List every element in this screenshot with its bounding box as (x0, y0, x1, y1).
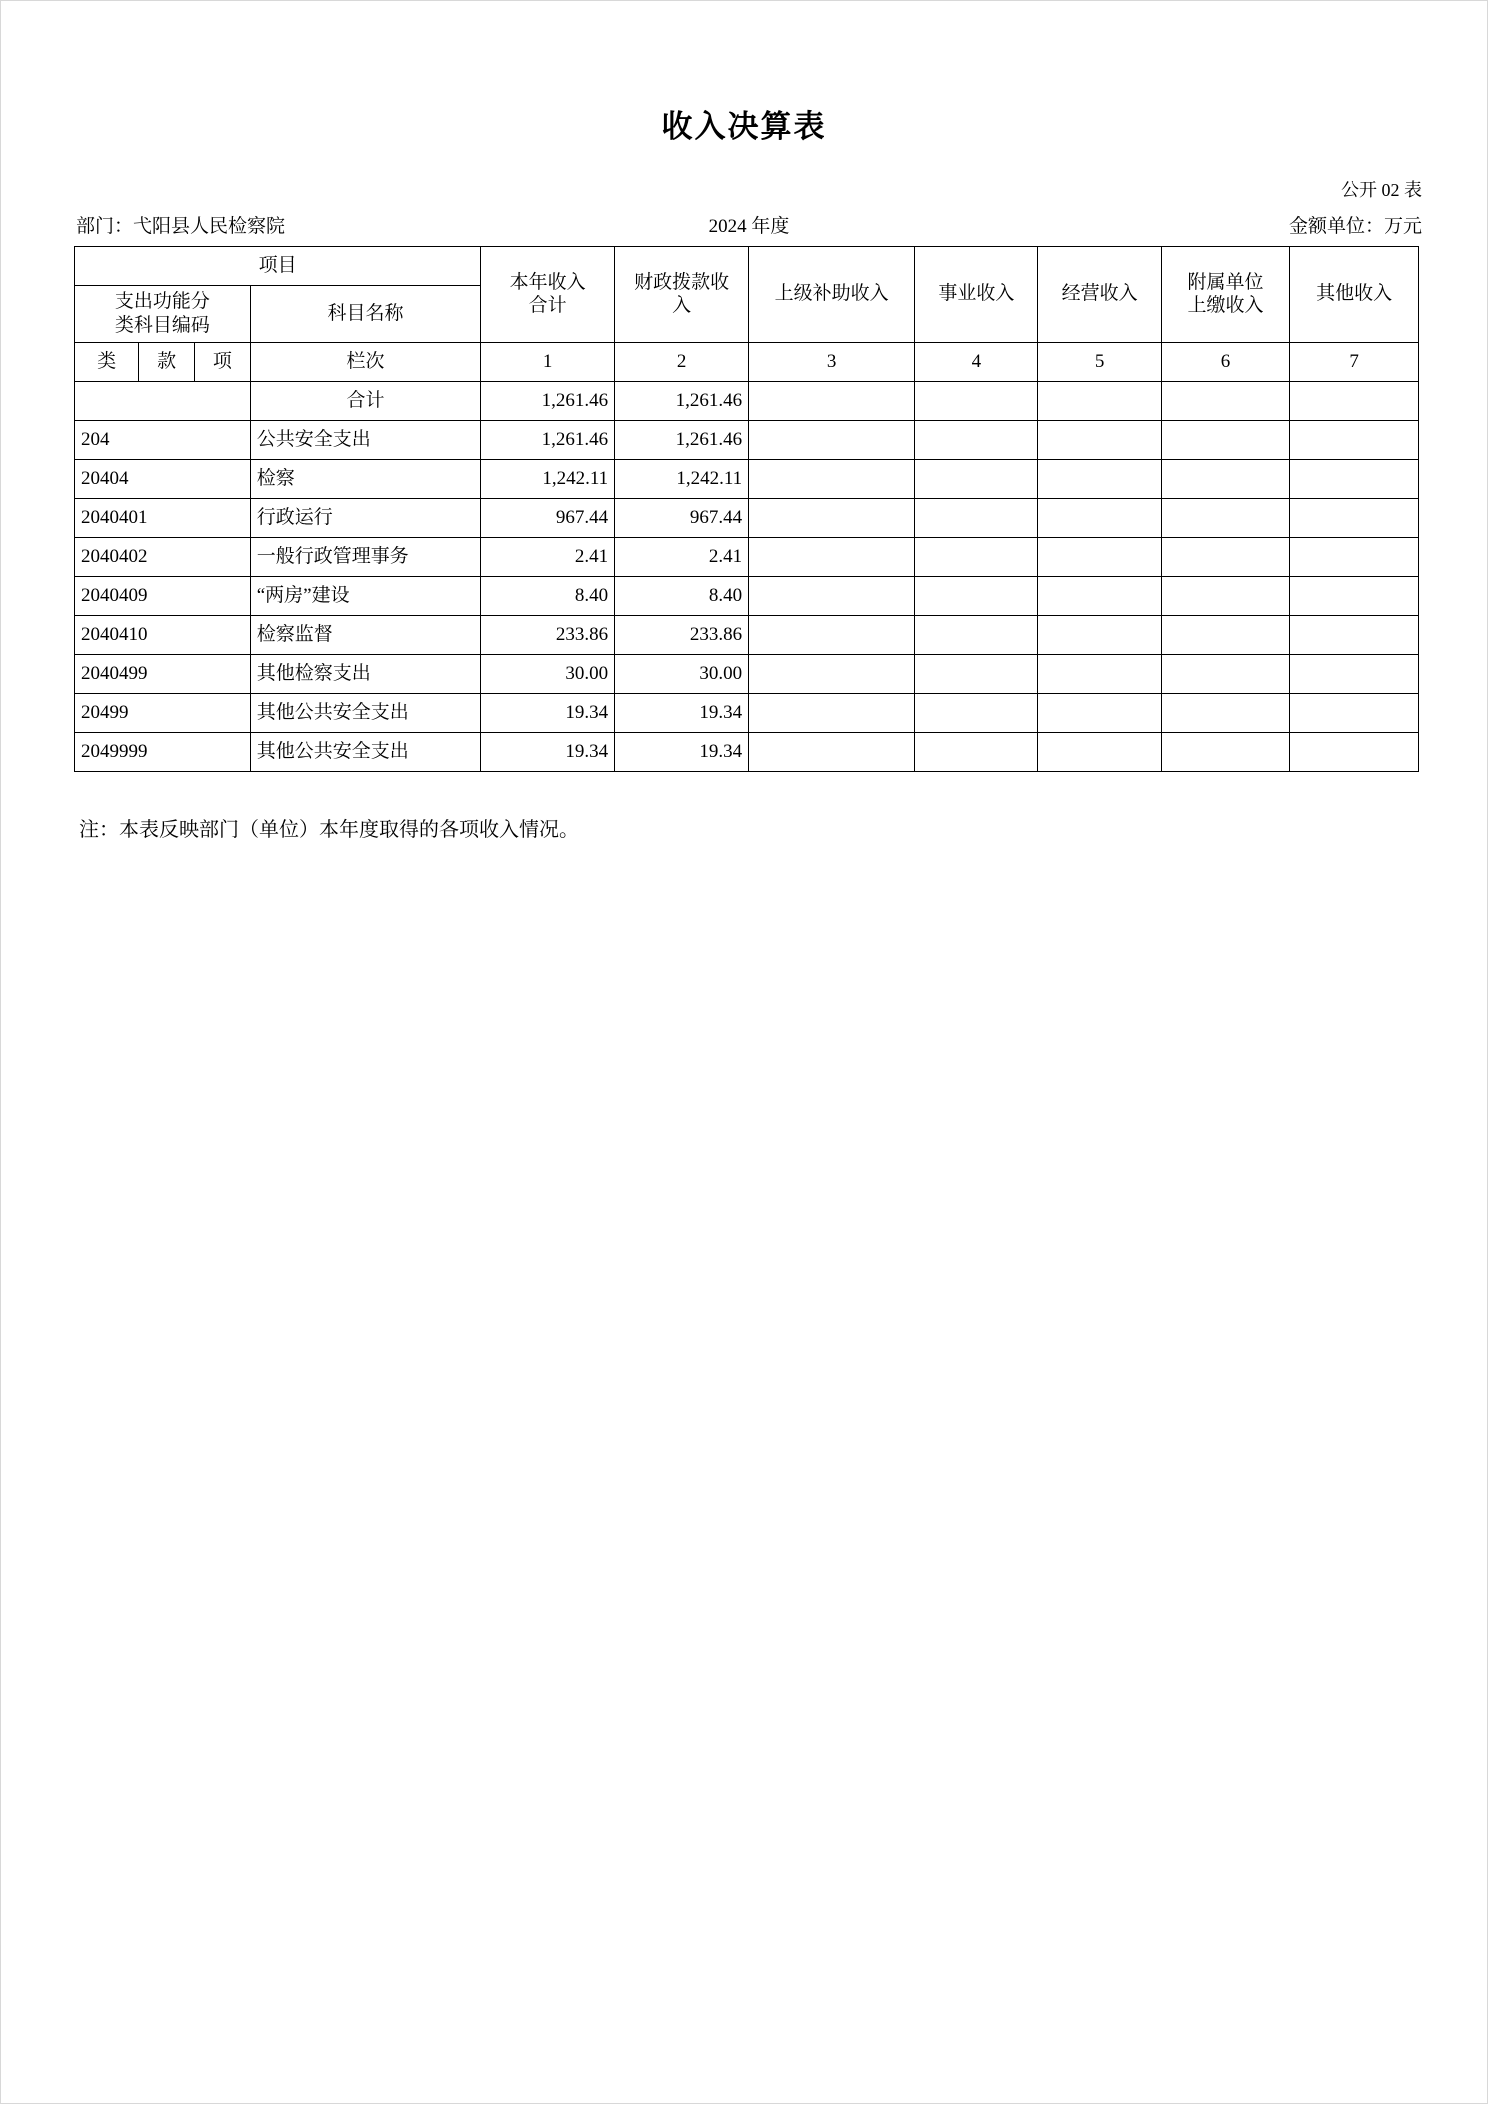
row-value-3 (749, 615, 915, 654)
total-code-cell (75, 381, 251, 420)
income-final-accounts-table (74, 246, 1419, 772)
header-col-7: 其他收入 (1290, 247, 1419, 343)
row-value-3 (749, 498, 915, 537)
table-row (75, 693, 1419, 732)
header-index-1: 1 (481, 342, 615, 381)
row-value-6 (1161, 420, 1290, 459)
row-value-2: 19.34 (615, 732, 749, 771)
total-value-3 (749, 381, 915, 420)
row-value-5 (1038, 537, 1161, 576)
row-value-4 (915, 459, 1038, 498)
header-level-section: 款 (139, 342, 195, 381)
header-function-code-line2: 类科目编码 (114, 314, 210, 336)
row-value-5 (1038, 693, 1161, 732)
table-row (75, 732, 1419, 771)
row-value-1: 233.86 (481, 615, 615, 654)
row-value-3 (749, 732, 915, 771)
row-value-6 (1161, 498, 1290, 537)
row-value-4 (915, 537, 1038, 576)
row-value-1: 8.40 (481, 576, 615, 615)
row-code: 2040401 (75, 498, 251, 537)
row-name: 检察 (250, 459, 480, 498)
table-header-row-3 (75, 342, 1419, 381)
row-code: 20404 (75, 459, 251, 498)
header-col-2 (615, 247, 749, 343)
row-value-4 (915, 420, 1038, 459)
row-value-7 (1290, 576, 1419, 615)
department-label: 部门：弋阳县人民检察院 (76, 216, 286, 237)
meta-row (76, 211, 1422, 235)
row-code: 20499 (75, 693, 251, 732)
row-value-5 (1038, 459, 1161, 498)
total-value-4 (915, 381, 1038, 420)
row-value-6 (1161, 615, 1290, 654)
page-title: 收入决算表 (661, 109, 827, 144)
row-value-7 (1290, 732, 1419, 771)
header-col-4: 事业收入 (915, 247, 1038, 343)
table-row-total (75, 381, 1419, 420)
header-col-1 (481, 247, 615, 343)
header-col-2-line1: 财政拨款收 (634, 271, 730, 293)
row-value-2: 2.41 (615, 537, 749, 576)
row-value-3 (749, 420, 915, 459)
table-row (75, 537, 1419, 576)
row-name: 行政运行 (250, 498, 480, 537)
row-value-3 (749, 537, 915, 576)
row-value-1: 967.44 (481, 498, 615, 537)
row-value-2: 233.86 (615, 615, 749, 654)
table-row (75, 420, 1419, 459)
row-value-7 (1290, 615, 1419, 654)
row-code: 2040402 (75, 537, 251, 576)
row-code: 2040409 (75, 576, 251, 615)
row-value-6 (1161, 459, 1290, 498)
header-subject-name: 科目名称 (250, 286, 480, 343)
row-value-1: 19.34 (481, 732, 615, 771)
total-value-1: 1,261.46 (481, 381, 615, 420)
row-value-5 (1038, 576, 1161, 615)
header-col-3: 上级补助收入 (749, 247, 915, 343)
row-value-3 (749, 459, 915, 498)
header-col-6-line2: 上缴收入 (1187, 295, 1264, 317)
row-value-7 (1290, 537, 1419, 576)
header-col-6-line1: 附属单位 (1187, 271, 1264, 293)
header-function-code-line1: 支出功能分 (114, 291, 210, 312)
year-label: 2024 年度 (708, 216, 790, 237)
row-value-6 (1161, 537, 1290, 576)
row-name: 其他公共安全支出 (250, 732, 480, 771)
row-value-1: 1,261.46 (481, 420, 615, 459)
row-value-2: 1,261.46 (615, 420, 749, 459)
row-value-4 (915, 576, 1038, 615)
header-index-4: 4 (915, 342, 1038, 381)
header-col-1-line1: 本年收入 (509, 271, 586, 293)
row-value-5 (1038, 420, 1161, 459)
header-col-5: 经营收入 (1038, 247, 1161, 343)
header-index-3: 3 (749, 342, 915, 381)
table-row (75, 576, 1419, 615)
row-value-7 (1290, 498, 1419, 537)
row-value-2: 8.40 (615, 576, 749, 615)
row-value-7 (1290, 459, 1419, 498)
row-value-6 (1161, 654, 1290, 693)
amount-unit-label: 金额单位：万元 (1288, 216, 1422, 237)
row-value-6 (1161, 693, 1290, 732)
row-value-1: 30.00 (481, 654, 615, 693)
row-value-2: 1,242.11 (615, 459, 749, 498)
table-row (75, 498, 1419, 537)
header-row-label: 栏次 (250, 342, 480, 381)
header-level-class: 类 (75, 342, 139, 381)
row-code: 2040499 (75, 654, 251, 693)
row-value-4 (915, 654, 1038, 693)
row-value-1: 2.41 (481, 537, 615, 576)
row-value-5 (1038, 615, 1161, 654)
table-row (75, 459, 1419, 498)
row-value-1: 19.34 (481, 693, 615, 732)
row-code: 204 (75, 420, 251, 459)
table-row (75, 654, 1419, 693)
row-code: 2040410 (75, 615, 251, 654)
row-value-2: 19.34 (615, 693, 749, 732)
row-name: “两房”建设 (250, 576, 480, 615)
row-name: 其他检察支出 (250, 654, 480, 693)
row-value-3 (749, 654, 915, 693)
row-code: 2049999 (75, 732, 251, 771)
total-value-6 (1161, 381, 1290, 420)
table-header-row-1 (75, 247, 1419, 286)
row-value-5 (1038, 732, 1161, 771)
header-index-7: 7 (1290, 342, 1419, 381)
row-value-3 (749, 576, 915, 615)
sheet-number: 公开 02 表 (1341, 180, 1422, 200)
row-value-2: 967.44 (615, 498, 749, 537)
header-col-2-line2: 入 (672, 295, 692, 317)
row-value-4 (915, 693, 1038, 732)
header-col-6 (1161, 247, 1290, 343)
row-value-1: 1,242.11 (481, 459, 615, 498)
total-value-2: 1,261.46 (615, 381, 749, 420)
total-label: 合计 (250, 381, 480, 420)
row-name: 检察监督 (250, 615, 480, 654)
row-value-4 (915, 498, 1038, 537)
row-name: 一般行政管理事务 (250, 537, 480, 576)
total-value-5 (1038, 381, 1161, 420)
table-note: 注：本表反映部门（单位）本年度取得的各项收入情况。 (79, 819, 579, 841)
header-index-6: 6 (1161, 342, 1290, 381)
table-row (75, 615, 1419, 654)
row-value-3 (749, 693, 915, 732)
header-index-2: 2 (615, 342, 749, 381)
row-value-5 (1038, 498, 1161, 537)
row-value-4 (915, 732, 1038, 771)
row-name: 其他公共安全支出 (250, 693, 480, 732)
header-function-code (75, 286, 251, 343)
row-value-4 (915, 615, 1038, 654)
total-value-7 (1290, 381, 1419, 420)
header-level-item: 项 (195, 342, 251, 381)
row-value-7 (1290, 420, 1419, 459)
header-project-group: 项目 (75, 247, 481, 286)
row-value-6 (1161, 576, 1290, 615)
row-value-7 (1290, 693, 1419, 732)
row-value-2: 30.00 (615, 654, 749, 693)
row-name: 公共安全支出 (250, 420, 480, 459)
row-value-7 (1290, 654, 1419, 693)
row-value-6 (1161, 732, 1290, 771)
header-index-5: 5 (1038, 342, 1161, 381)
header-col-1-line2: 合计 (528, 295, 567, 317)
row-value-5 (1038, 654, 1161, 693)
